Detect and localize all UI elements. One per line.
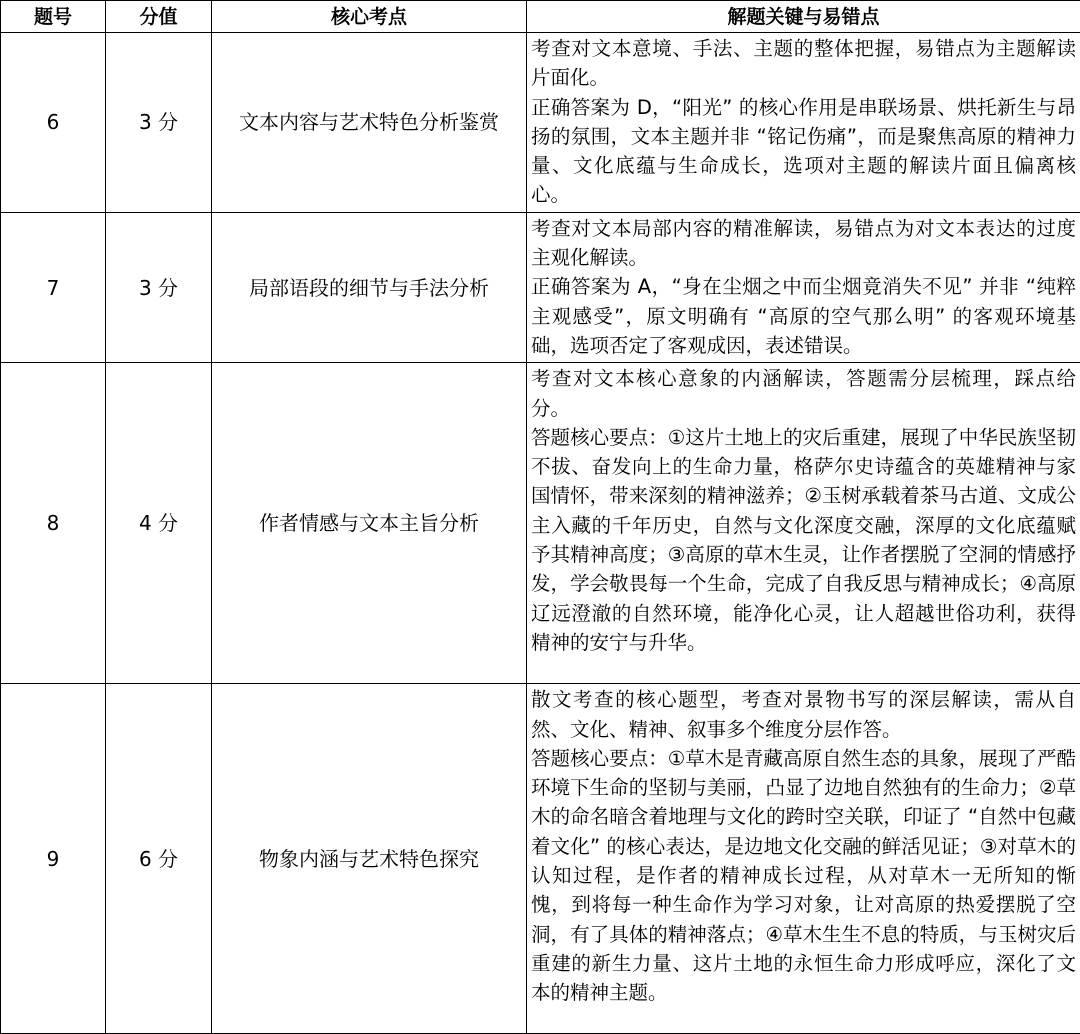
core-point: 局部语段的细节与手法分析	[212, 212, 527, 362]
question-number: 7	[1, 212, 106, 362]
table-header	[1, 1, 1080, 33]
question-number: 6	[1, 33, 106, 213]
detail-overview: 考查对文本意境、手法、主题的整体把握，易错点为主题解读片面化。	[531, 34, 1076, 93]
table-body	[1, 33, 1080, 1034]
header-score: 分值	[106, 1, 212, 33]
core-point: 文本内容与艺术特色分析鉴赏	[212, 33, 527, 213]
header-number: 题号	[1, 1, 106, 33]
question-number: 8	[1, 363, 106, 684]
key-errors-cell	[527, 33, 1080, 213]
detail-overview: 考查对文本核心意象的内涵解读，答题需分层梳理，踩点给分。	[531, 364, 1076, 423]
question-score: 3 分	[106, 212, 212, 362]
key-errors-cell	[527, 363, 1080, 684]
detail-overview: 考查对文本局部内容的精准解读，易错点为对文本表达的过度主观化解读。	[531, 214, 1076, 273]
core-point: 物象内涵与艺术特色探究	[212, 684, 527, 1034]
detail-answer: 答题核心要点：①草木是青藏高原自然生态的具象，展现了严酷环境下生命的坚韧与美丽，凸显了边地自然独有的生命力；②草木的命名暗含着地理与文化的跨时空关联，印证了 “自然中包藏着文化” 的核心表达，是边地文化交融的鲜活见证；③对草木的认知过程，是作者的精神成长过程，从对草木一无所知的惭愧，到将每一种生命作为学习对象，让对高原的热爱摆脱了空洞，有了具体的精神落点；④草木生生不息的特质，与玉树灾后重建的新生力量、这片土地的永恒生命力形成呼应，深化了文本的精神主题。	[531, 744, 1076, 1008]
key-errors-cell	[527, 212, 1080, 362]
detail-overview: 散文考查的核心题型，考查对景物书写的深层解读，需从自然、文化、精神、叙事多个维度分层作答。	[531, 685, 1076, 744]
question-score: 4 分	[106, 363, 212, 684]
detail-answer: 正确答案为 A，“身在尘烟之中而尘烟竟消失不见” 并非 “纯粹主观感受”，原文明确有 “高原的空气那么明” 的客观环境基础，选项否定了客观成因，表述错误。	[531, 272, 1076, 360]
header-core-point: 核心考点	[212, 1, 527, 33]
header-key-errors: 解题关键与易错点	[527, 1, 1080, 33]
header-row	[1, 1, 1080, 33]
detail-answer: 正确答案为 D，“阳光” 的核心作用是串联场景、烘托新生与昂扬的氛围，文本主题并非 “铭记伤痛”，而是聚焦高原的精神力量、文化底蕴与生命成长，选项对主题的解读片面且偏离核心。	[531, 93, 1076, 210]
question-score: 6 分	[106, 684, 212, 1034]
detail-answer: 答题核心要点：①这片土地上的灾后重建，展现了中华民族坚韧不拔、奋发向上的生命力量，格萨尔史诗蕴含的英雄精神与家国情怀，带来深刻的精神滋养；②玉树承载着茶马古道、文成公主入藏的千年历史，自然与文化深度交融，深厚的文化底蕴赋予其精神高度；③高原的草木生灵，让作者摆脱了空洞的情感抒发，学会敬畏每一个生命，完成了自我反思与精神成长；④高原辽远澄澈的自然环境，能净化心灵，让人超越世俗功利，获得精神的安宁与升华。	[531, 423, 1076, 657]
question-number: 9	[1, 684, 106, 1034]
question-score: 3 分	[106, 33, 212, 213]
table-row	[1, 212, 1080, 362]
table-row	[1, 363, 1080, 684]
table-row	[1, 684, 1080, 1034]
key-errors-cell	[527, 684, 1080, 1034]
core-point: 作者情感与文本主旨分析	[212, 363, 527, 684]
table-row	[1, 33, 1080, 213]
